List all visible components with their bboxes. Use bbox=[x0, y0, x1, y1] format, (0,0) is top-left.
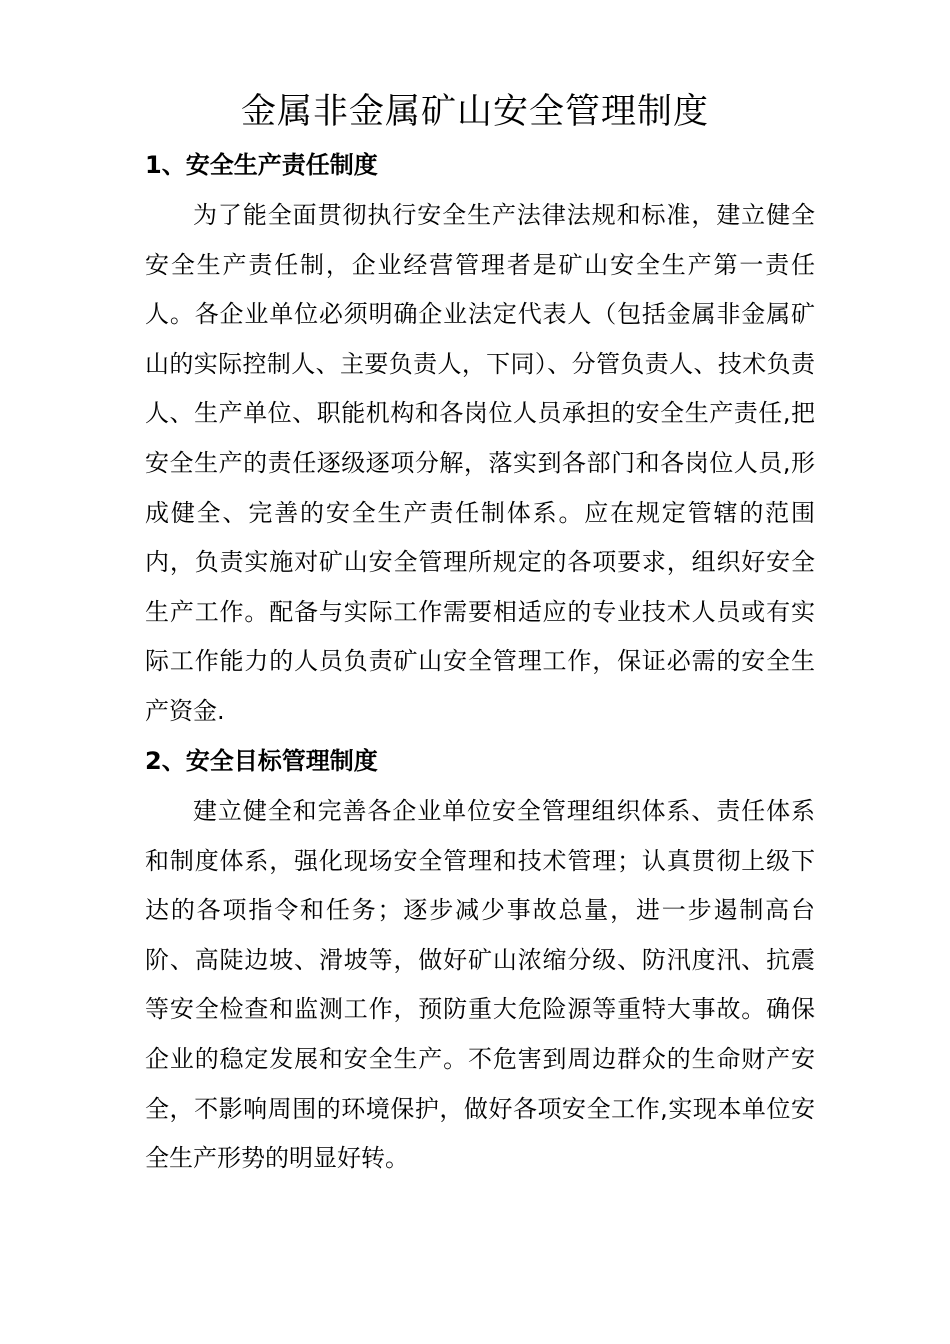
section-2-heading: 2、安全目标管理制度 bbox=[145, 747, 378, 775]
document-title: 金属非金属矿山安全管理制度 bbox=[240, 92, 709, 132]
section-1-heading: 1、安全生产责任制度 bbox=[145, 151, 378, 179]
section-2-body: 建立健全和完善各企业单位安全管理组织体系、责任体系和制度体系，强化现场安全管理和技术管理；认真贯彻上级下达的各项指令和任务；逐步减少事故总量，进一步遏制高台阶、高陡边坡、滑坡等，做好矿山浓缩分级、防汛度汛、抗震等安全检查和监测工作，预防重大危险源等重特大事故。确保企业的稳定发展和安全生产。不危害到周边群众的生命财产安全，不影响周围的环境保护，做好各项安全工作,实现本单位安全生产形势的明显好转。 bbox=[145, 797, 815, 1173]
section-1-body: 为了能全面贯彻执行安全生产法律法规和标准，建立健全安全生产责任制，企业经营管理者是矿山安全生产第一责任人。各企业单位必须明确企业法定代表人（包括金属非金属矿山的实际控制人、主要负责人，下同）、分管负责人、技术负责人、生产单位、职能机构和各岗位人员承担的安全生产责任,把安全生产的责任逐级逐项分解，落实到各部门和各岗位人员,形成健全、完善的安全生产责任制体系。应在规定管辖的范围内，负责实施对矿山安全管理所规定的各项要求，组织好安全生产工作。配备与实际工作需要相适应的专业技术人员或有实际工作能力的人员负责矿山安全管理工作，保证必需的安全生产资金. bbox=[145, 201, 815, 725]
